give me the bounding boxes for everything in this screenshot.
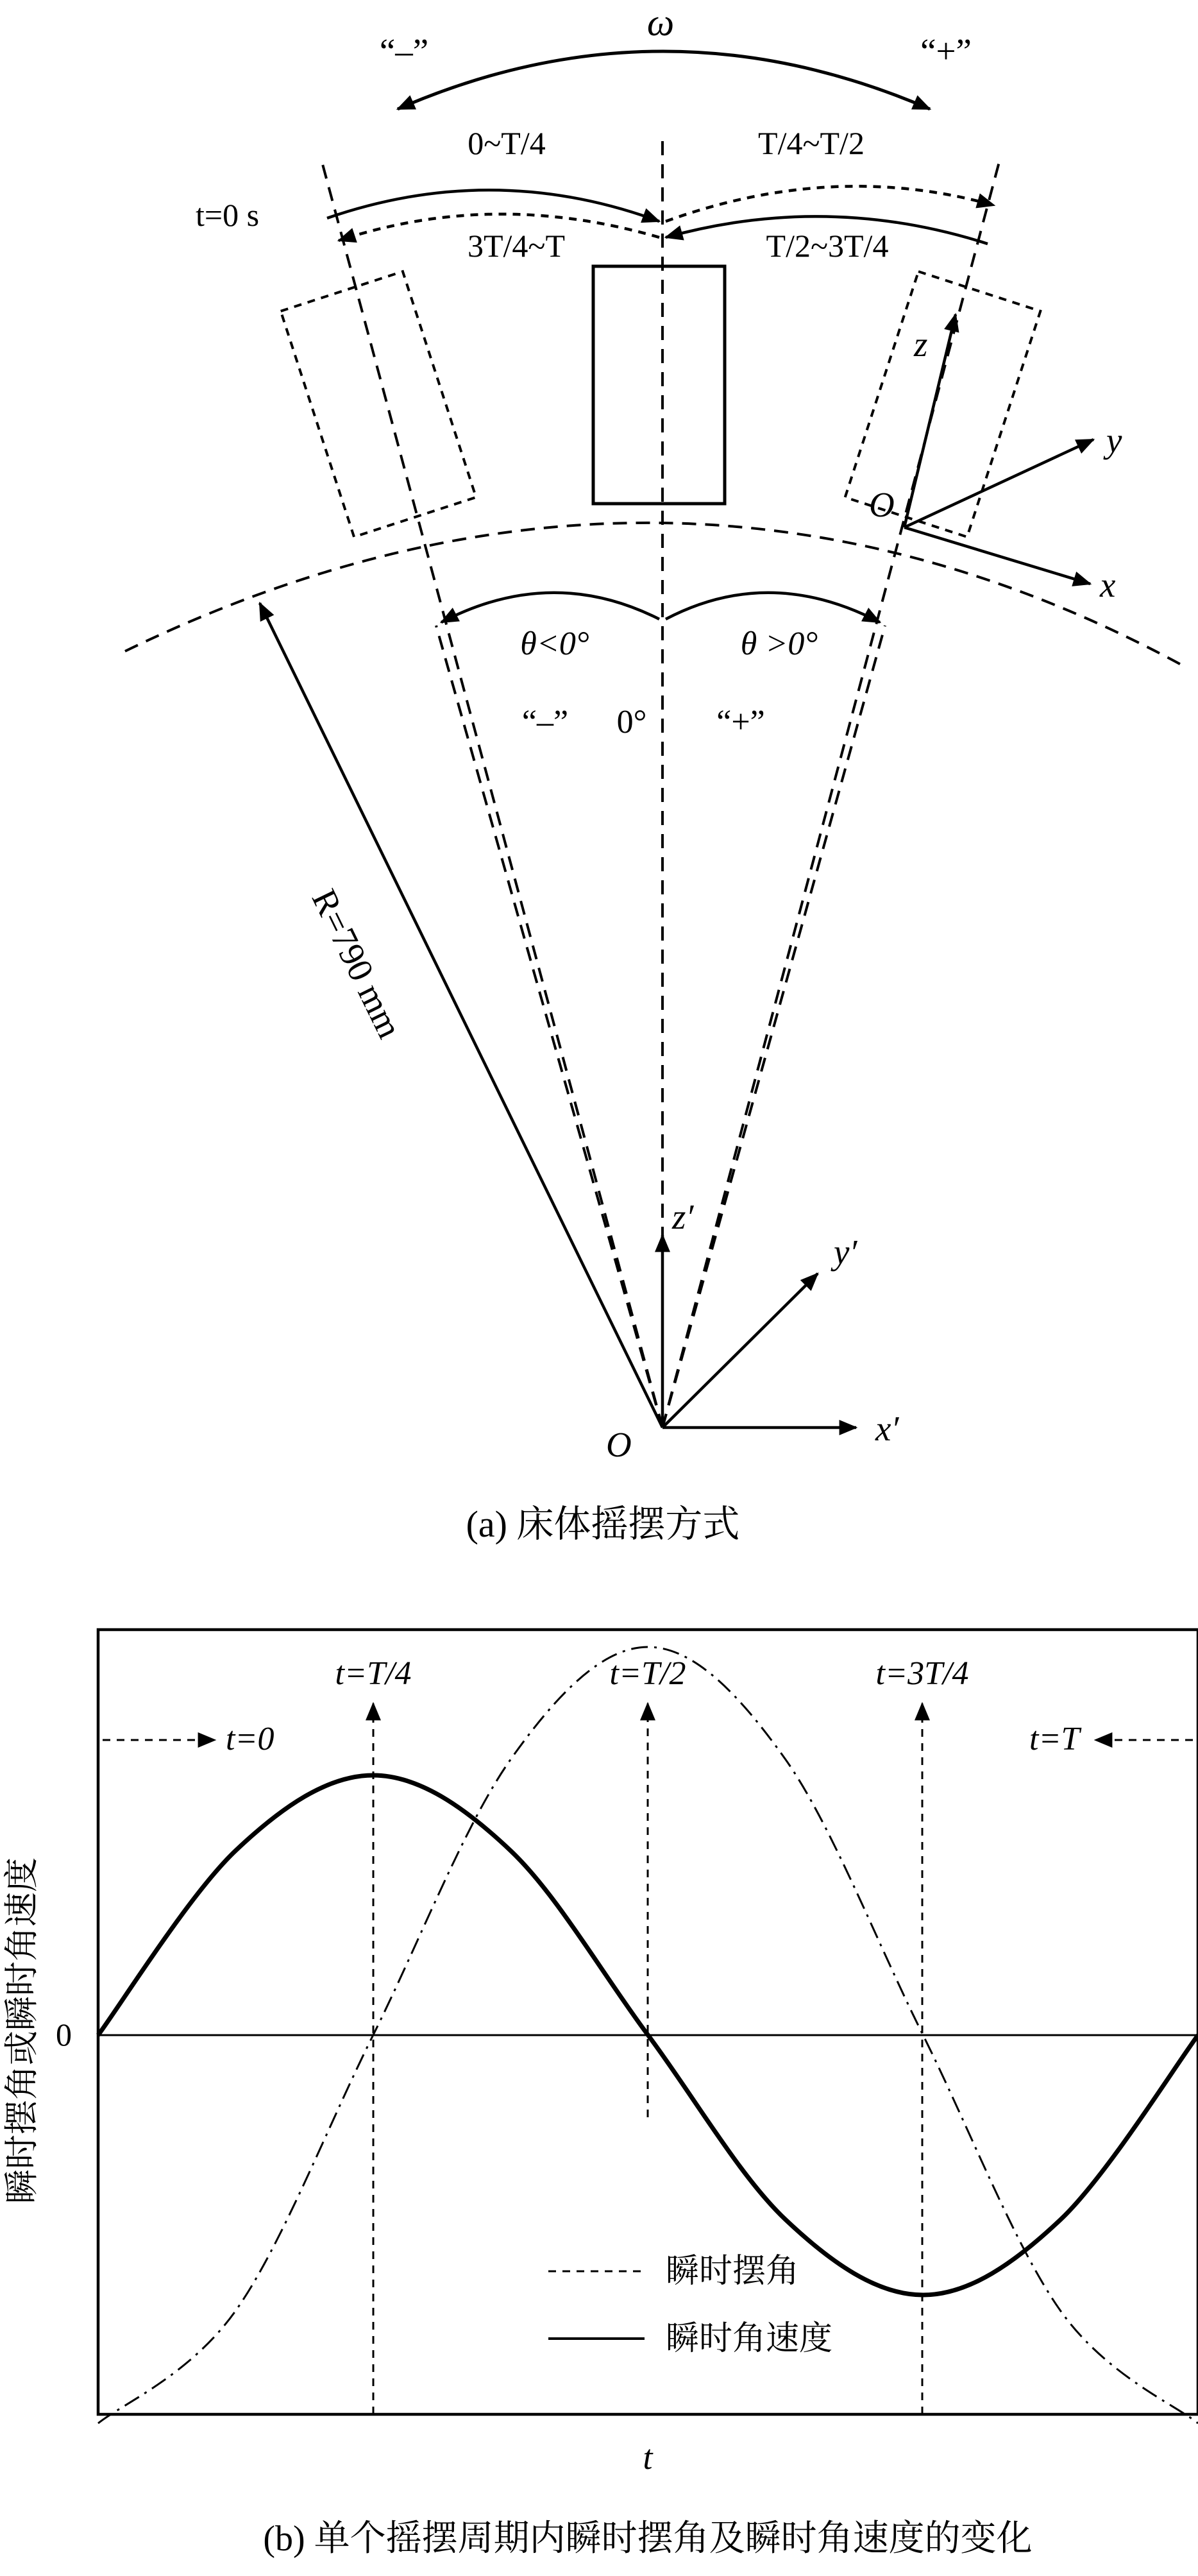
legend-angle-label: 瞬时摆角 (666, 2253, 800, 2290)
theta-neg-arrow (441, 593, 659, 622)
radial-line-right-inner (662, 626, 885, 1428)
radius-label: R=790 mm (304, 883, 410, 1045)
caption-a: (a) 床体摇摆方式 (466, 1503, 740, 1545)
legend (548, 2253, 832, 2357)
plus-label-mid: “+” (716, 704, 765, 740)
tT-marker-label: t=T (1029, 1721, 1080, 1757)
caption-b: (b) 单个摇摆周期内瞬时摆角及瞬时角速度的变化 (263, 2519, 1033, 2559)
radial-line-left-inner (436, 626, 662, 1428)
swing-arc (125, 523, 1180, 664)
zero-deg-label: 0° (616, 704, 647, 740)
omega-arrow (398, 51, 930, 109)
omega-label: ω (646, 1, 675, 44)
theta-pos-label: θ >0° (740, 626, 818, 662)
axis-zp-label: z′ (672, 1197, 694, 1236)
axis-x-label: x (1100, 565, 1116, 604)
seg-T4-T2-label: T/4~T/2 (758, 125, 865, 161)
panel-b (3, 1630, 1198, 2559)
panel-a (125, 1, 1180, 1545)
bed-center (593, 266, 725, 504)
t-T4-label: t=T/4 (335, 1655, 412, 1692)
y-axis-label: 瞬时摆角或瞬时角速度 (3, 1857, 41, 2204)
t-T2-label: t=T/2 (609, 1655, 686, 1692)
minus-label-mid: “–” (521, 704, 569, 740)
axis-z-label: z (914, 325, 928, 364)
axis-yp-label: y′ (834, 1233, 857, 1272)
t0-label: t=0 s (196, 197, 260, 233)
zero-tick-label: 0 (56, 2017, 72, 2052)
axis-z-arrow (904, 314, 956, 527)
theta-neg-label: θ<0° (520, 626, 589, 662)
radius-arrow (260, 603, 662, 1428)
axis-x-arrow (904, 527, 1090, 584)
x-axis-label: t (643, 2438, 653, 2477)
axis-y-label: y (1106, 421, 1122, 460)
t-3T4-label: t=3T/4 (875, 1655, 969, 1692)
minus-label-top: “–” (379, 31, 429, 71)
seg-0-T4-label: 0~T/4 (468, 125, 546, 161)
axis-xp-label: x′ (875, 1409, 899, 1448)
axis-yp-arrow (662, 1274, 818, 1428)
t0-marker-label: t=0 (226, 1721, 274, 1757)
radial-line-right-outer (662, 157, 1000, 1428)
origin-o-label: O (869, 485, 895, 524)
axis-y-arrow (904, 439, 1093, 527)
seg-T2-3T4-label: T/2~3T/4 (766, 228, 889, 264)
bed-left-dashed (281, 271, 477, 537)
radial-line-left-outer (321, 157, 662, 1428)
legend-velocity-label: 瞬时角速度 (666, 2321, 833, 2357)
arrow-seg-0-T4 (327, 190, 659, 221)
theta-pos-arrow (666, 593, 880, 622)
plus-label-top: “+” (920, 31, 972, 71)
seg-3T4-T-label: 3T/4~T (467, 228, 566, 264)
origin-op-label: O (606, 1425, 632, 1464)
